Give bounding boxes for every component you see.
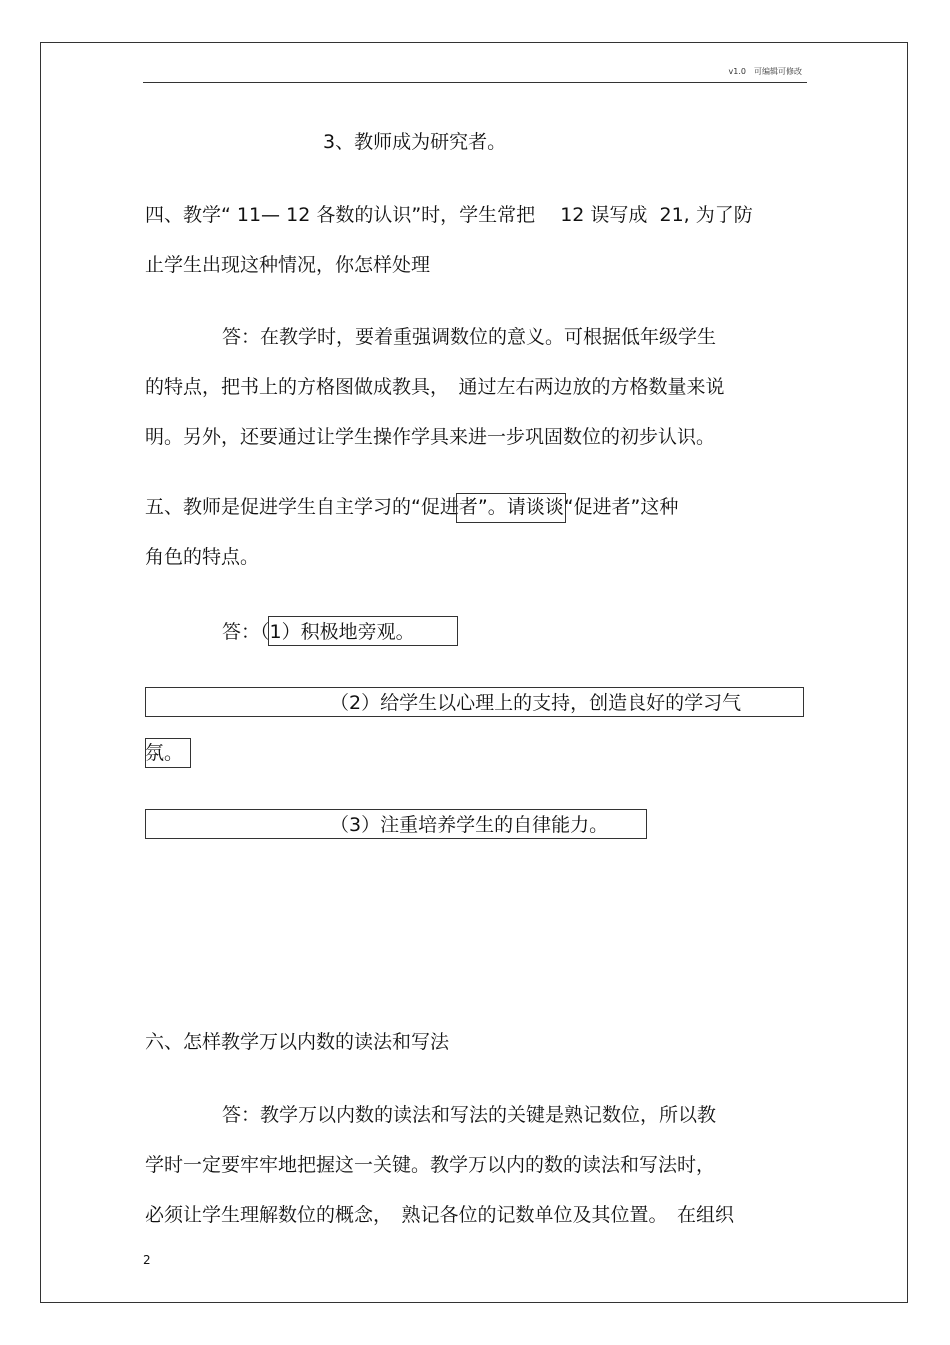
text-line-1: 3、教师成为研究者。 bbox=[323, 131, 507, 153]
highlight-box-promoter bbox=[456, 493, 566, 523]
text-line-16: 必须让学生理解数位的概念， 熟记各位的记数单位及其位置。 在组织 bbox=[145, 1204, 735, 1226]
text-line-3: 止学生出现这种情况，你怎样处理 bbox=[145, 254, 431, 276]
text-line-13: 六、怎样教学万以内数的读法和写法 bbox=[145, 1031, 450, 1053]
text-line-2: 四、教学“ 11— 12 各数的认识”时，学生常把 12 误写成 21, 为了防 bbox=[145, 204, 753, 226]
highlight-box-answer-1 bbox=[268, 616, 458, 646]
text-line-7: 五、教师是促进学生自主学习的“促进者”。请谈谈“促进者”这种 bbox=[145, 496, 679, 518]
text-line-4: 答：在教学时，要着重强调数位的意义。可根据低年级学生 bbox=[222, 326, 717, 348]
text-line-14: 答：教学万以内数的读法和写法的关键是熟记数位，所以教 bbox=[222, 1104, 717, 1126]
page-number: 2 bbox=[143, 1253, 151, 1267]
text-line-15: 学时一定要牢牢地把握这一关键。教学万以内的数的读法和写法时， bbox=[145, 1154, 716, 1176]
text-line-12: （3）注重培养学生的自律能力。 bbox=[330, 814, 609, 836]
text-line-11: 氛。 bbox=[145, 742, 184, 764]
header-rule bbox=[143, 82, 807, 83]
text-line-10: （2）给学生以心理上的支持，创造良好的学习气 bbox=[330, 692, 742, 714]
highlight-box-answer-2 bbox=[145, 687, 804, 717]
text-line-5: 的特点，把书上的方格图做成教具， 通过左右两边放的方格数量来说 bbox=[145, 376, 725, 398]
text-line-8: 角色的特点。 bbox=[145, 546, 260, 568]
header-version: v1.0 可编辑可修改 bbox=[728, 67, 802, 76]
highlight-box-answer-3 bbox=[145, 809, 647, 839]
text-line-6: 明。另外，还要通过让学生操作学具来进一步巩固数位的初步认识。 bbox=[145, 426, 716, 448]
highlight-box-answer-2-cont bbox=[145, 738, 191, 768]
text-line-9: 答：（1）积极地旁观。 bbox=[222, 621, 415, 643]
